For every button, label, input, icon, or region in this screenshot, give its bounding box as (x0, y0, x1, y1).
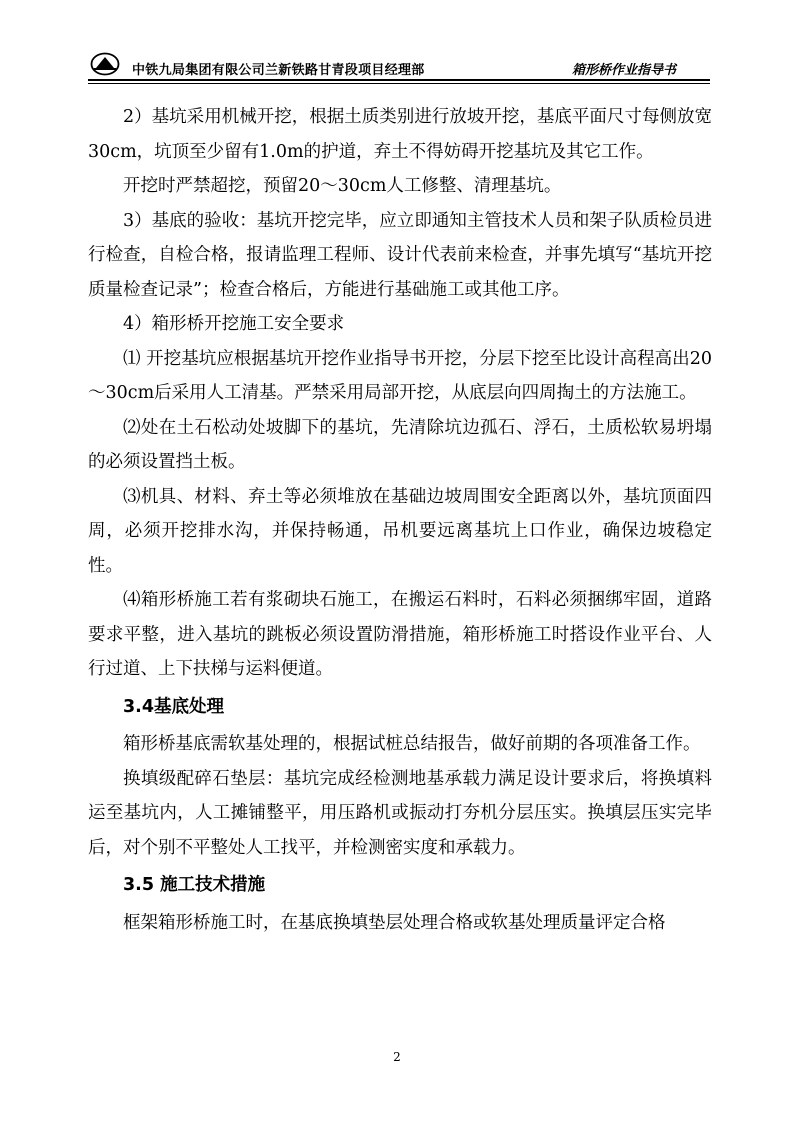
company-logo-icon (90, 52, 120, 76)
header-rule-thin (88, 83, 710, 84)
paragraph-safety-item-4: ⑷箱形桥施工若有浆砌块石施工，在搬运石料时，石料必须捆绑牢固，道路要求平整，进入基坑的跳板必须设置防滑措施，箱形桥施工时搭设作业平台、人行过道、上下扶梯与运料便道。 (88, 590, 712, 679)
header-company-name: 中铁九局集团有限公司兰新铁路甘青段项目经理部 (132, 63, 425, 78)
section-heading-3-4: 3.4基底处理 (123, 696, 225, 717)
paragraph-safety-item-1: ⑴ 开挖基坑应根据基坑开挖作业指导书开挖，分层下挖至比设计高程高出20～30cm后采用人工清基。严禁采用局部开挖，从底层向四周掏土的方法施工。 (88, 348, 712, 403)
paragraph-safety-item-2: ⑵处在土石松动处坡脚下的基坑，先清除坑边孤石、浮石，土质松软易坍塌的必须设置挡土板。 (88, 417, 712, 472)
section-heading-3-5: 3.5 施工技术措施 (123, 875, 266, 895)
page-number: 2 (393, 1050, 401, 1064)
document-body (88, 100, 712, 940)
paragraph-soft-base-prep: 箱形桥基底需软基处理的，根据试桩总结报告，做好前期的各项准备工作。 (123, 734, 701, 754)
paragraph-safety-heading: 4）箱形桥开挖施工安全要求 (123, 314, 345, 334)
paragraph-no-overdig: 开挖时严禁超挖，预留20～30cm人工修整、清理基坑。 (123, 176, 562, 196)
paragraph-excavation-method: 2）基坑采用机械开挖，根据土质类别进行放坡开挖，基底平面尺寸每侧放宽30cm，坑顶至少留有1.0m的护道，弃土不得妨碍开挖基坑及其它工作。 (88, 107, 712, 162)
paragraph-safety-item-3: ⑶机具、材料、弃土等必须堆放在基础边坡周围安全距离以外，基坑顶面四周，必须开挖排水沟，并保持畅通，吊机要远离基坑上口作业，确保边坡稳定性。 (88, 486, 712, 576)
header-rule-thick (88, 79, 710, 81)
page-header (88, 52, 708, 78)
paragraph-base-inspection: 3）基底的验收：基坑开挖完毕，应立即通知主管技术人员和架子队质检员进行检查，自检合格，报请监理工程师、设计代表前来检查，并事先填写“基坑开挖质量检查记录”；检查合格后，方能进行基础施工或其他工序。 (88, 210, 712, 300)
paragraph-gravel-cushion: 换填级配碎石垫层：基坑完成经检测地基承载力满足设计要求后，将换填料运至基坑内，人工摊铺整平，用压路机或振动打夯机分层压实。换填层压实完毕后，对个别不平整处人工找平，并检测密实度和承载力。 (88, 768, 712, 858)
paragraph-construction-measures: 框架箱形桥施工时，在基底换填垫层处理合格或软基处理质量评定合格 (123, 912, 666, 933)
header-document-title: 箱形桥作业指导书 (571, 63, 676, 78)
